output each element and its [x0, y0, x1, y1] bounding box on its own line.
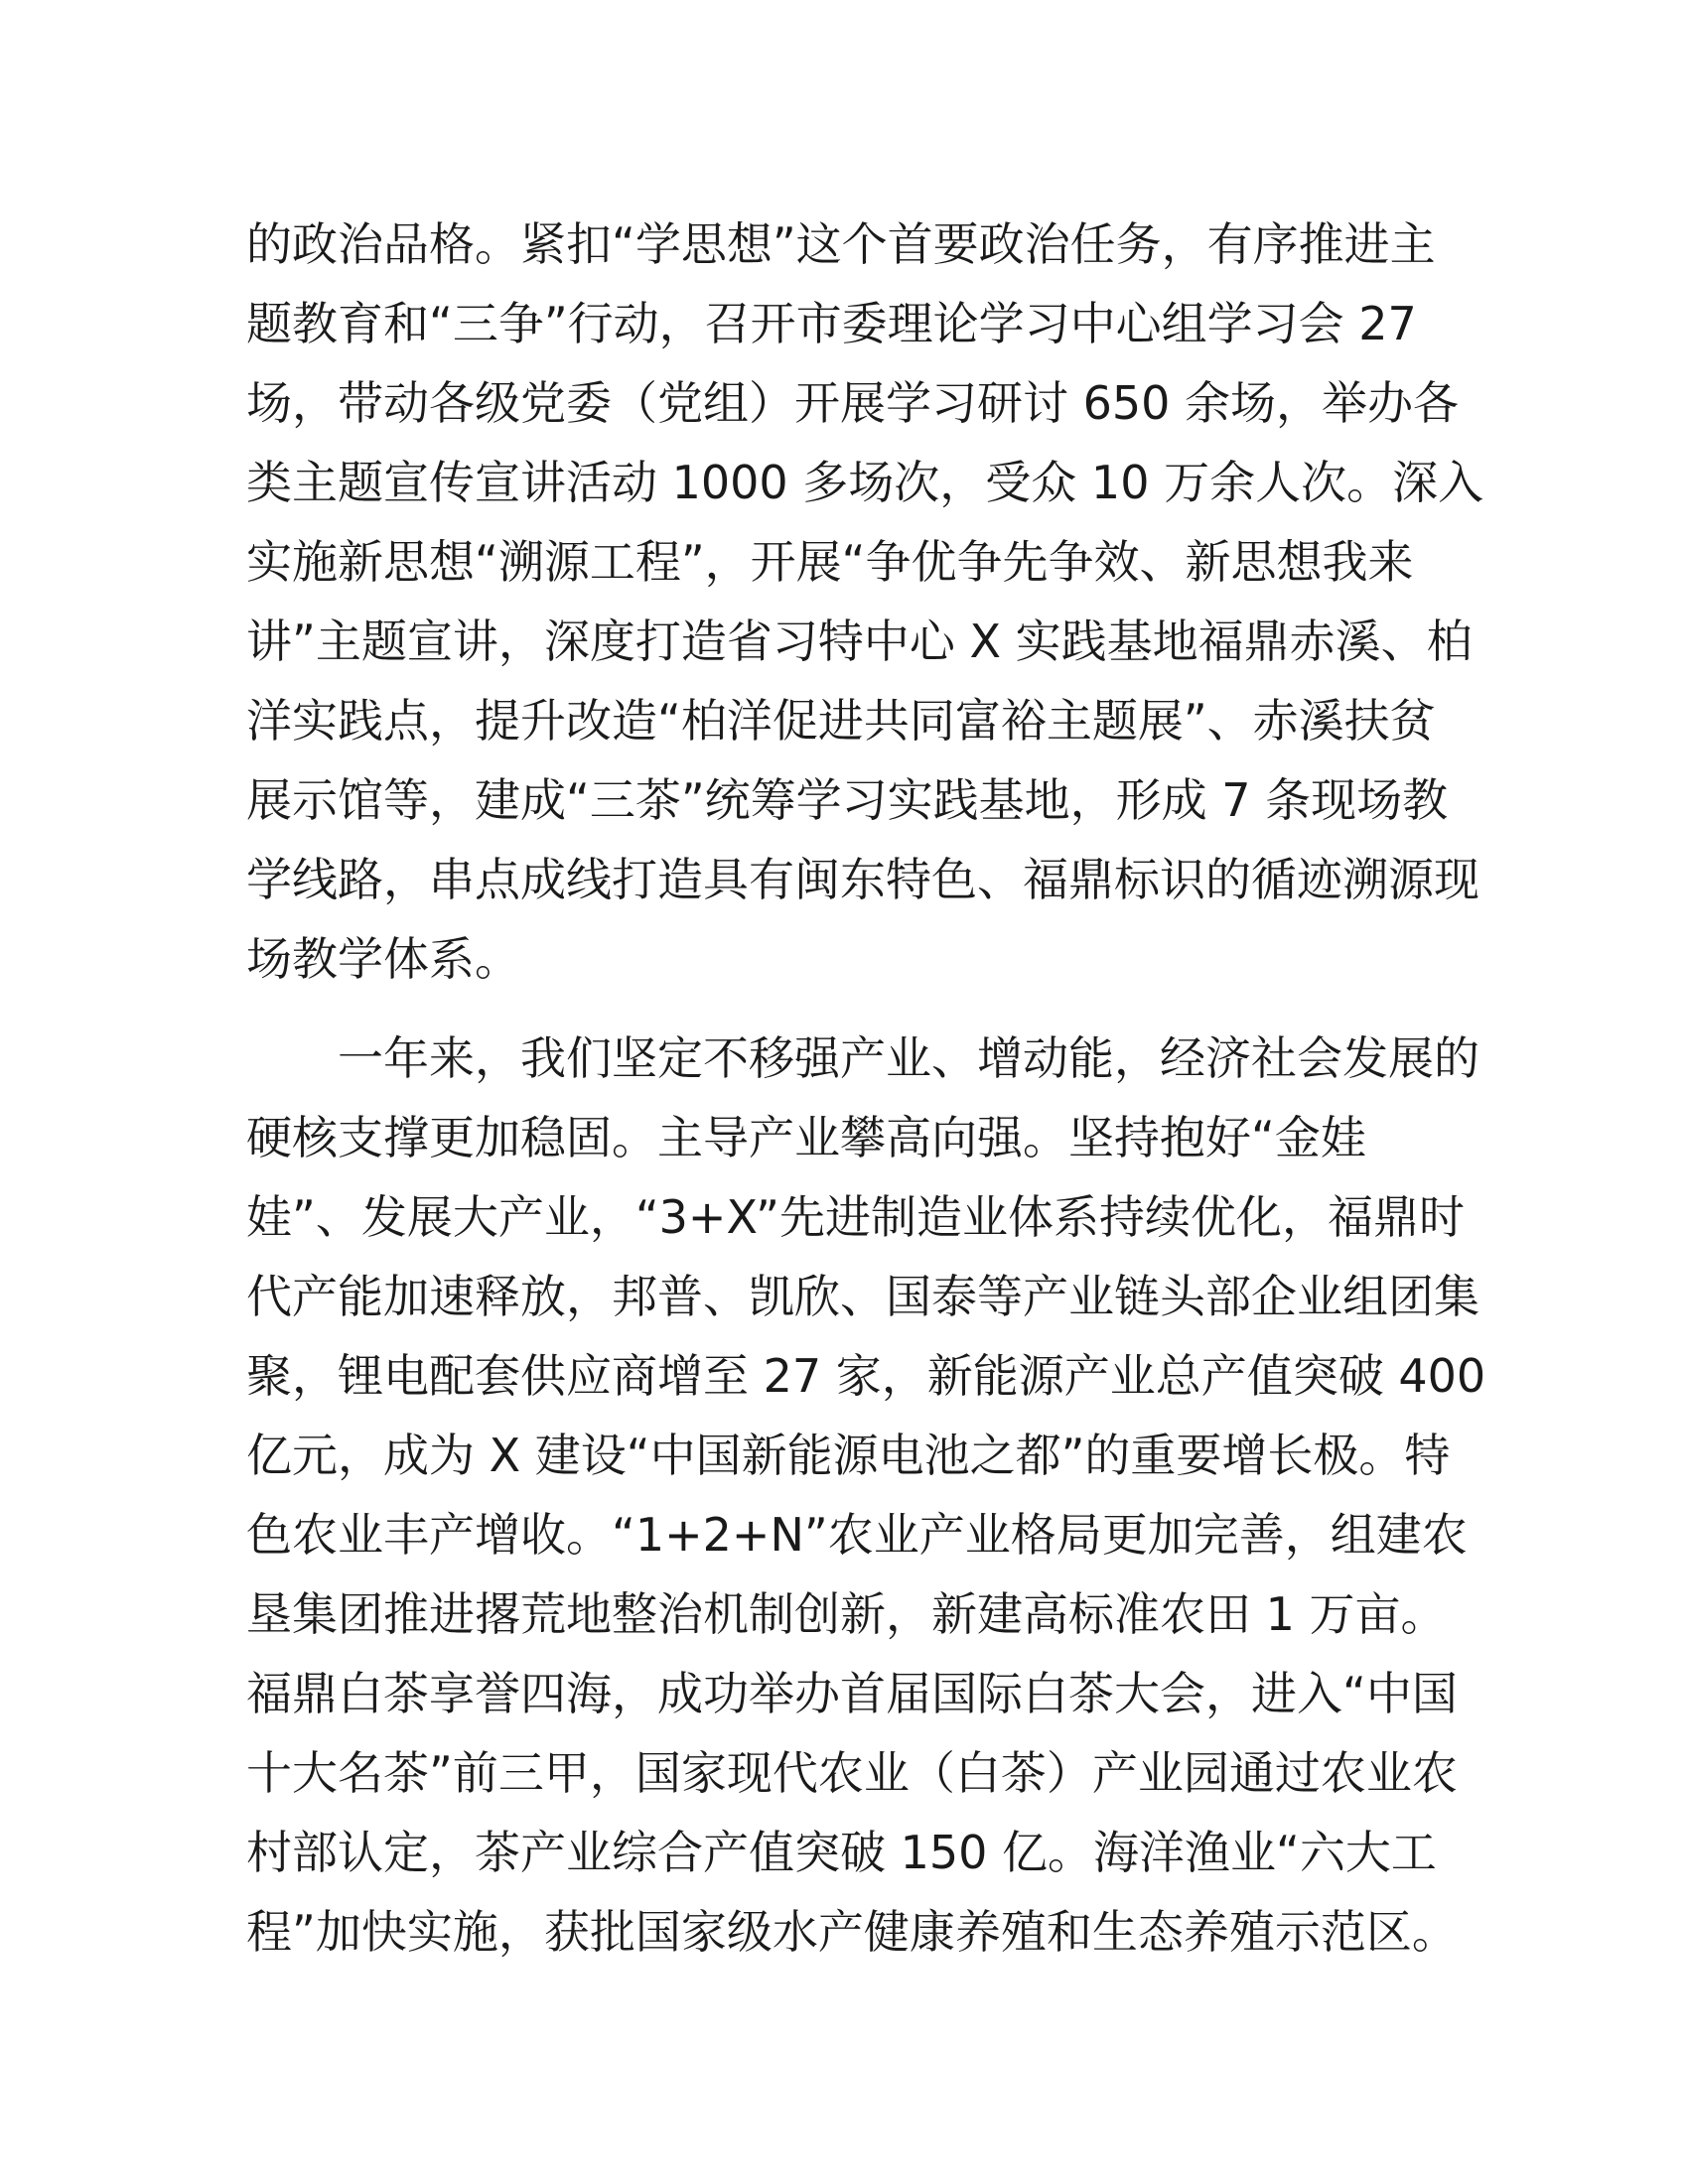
- paragraph-line: 一年来，我们坚定不移强产业、增动能，经济社会发展的: [338, 1031, 1479, 1085]
- paragraph-line: 类主题宣传宣讲活动 1000 多场次，受众 10 万余人次。深入: [246, 456, 1484, 509]
- paragraph-line: 题教育和“三争”行动，召开市委理论学习中心组学习会 27: [246, 297, 1417, 350]
- paragraph-1: [246, 205, 1484, 999]
- paragraph-line: 亿元，成为 X 建设“中国新能源电池之都”的重要增长极。特: [246, 1429, 1451, 1482]
- paragraph-line: 场，带动各级党委（党组）开展学习研讨 650 余场，举办各: [246, 376, 1460, 430]
- paragraph-line: 讲”主题宣讲，深度打造省习特中心 X 实践基地福鼎赤溪、柏: [246, 614, 1473, 668]
- paragraph-line: 垦集团推进撂荒地整治机制创新，新建高标准农田 1 万亩。: [246, 1587, 1447, 1641]
- document-body: [246, 205, 1486, 1972]
- paragraph-2: [246, 1019, 1486, 1972]
- paragraph-line: 展示馆等，建成“三茶”统筹学习实践基地，形成 7 条现场教: [246, 773, 1449, 827]
- paragraph-line: 色农业丰产增收。“1+2+N”农业产业格局更加完善，组建农: [246, 1508, 1468, 1562]
- paragraph-line: 代产能加速释放，邦普、凯欣、国泰等产业链头部企业组团集: [246, 1270, 1479, 1323]
- paragraph-line: 福鼎白茶享誉四海，成功举办首届国际白茶大会，进入“中国: [246, 1667, 1458, 1720]
- paragraph-line: 洋实践点，提升改造“柏洋促进共同富裕主题展”、赤溪扶贫: [246, 694, 1436, 748]
- paragraph-line: 娃”、发展大产业，“3+X”先进制造业体系持续优化，福鼎时: [246, 1190, 1465, 1244]
- paragraph-line: 十大名茶”前三甲，国家现代农业（白茶）产业园通过农业农: [246, 1746, 1458, 1800]
- paragraph-line: 村部认定，茶产业综合产值突破 150 亿。海洋渔业“六大工: [246, 1826, 1437, 1879]
- paragraph-line: 程”加快实施，获批国家级水产健康养殖和生态养殖示范区。: [246, 1905, 1458, 1959]
- paragraph-line: 硬核支撑更加稳固。主导产业攀高向强。坚持抱好“金娃: [246, 1111, 1366, 1164]
- paragraph-line: 实施新思想“溯源工程”，开展“争优争先争效、新思想我来: [246, 535, 1414, 589]
- paragraph-line: 聚，锂电配套供应商增至 27 家，新能源产业总产值突破 400: [246, 1349, 1486, 1403]
- paragraph-line: 场教学体系。: [246, 932, 520, 986]
- paragraph-line: 学线路，串点成线打造具有闽东特色、福鼎标识的循迹溯源现: [246, 853, 1479, 906]
- paragraph-line: 的政治品格。紧扣“学思想”这个首要政治任务，有序推进主: [246, 217, 1436, 271]
